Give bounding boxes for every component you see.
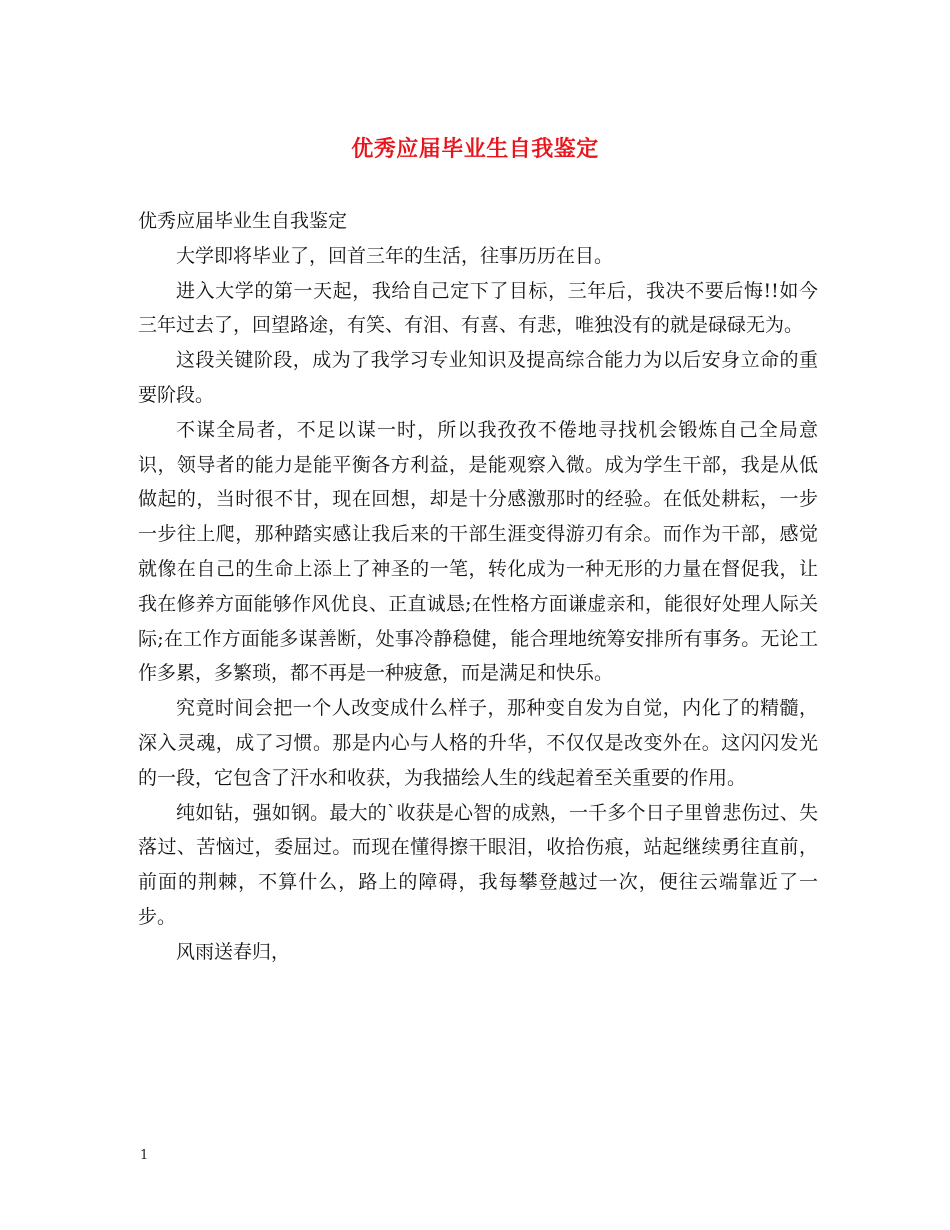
paragraph-7: 风雨送春归，: [176, 940, 291, 963]
paragraph-4: 不谋全局者，不足以谋一时，所以我孜孜不倦地寻找机会锻炼自己全局意识，领导者的能力是能平衡各方利益，是能观察入微。成为学生干部，我是从低做起的，当时很不甘，现在回想，却是十分感激那时的经验。在低处耕耘，一步一步往上爬，那种踏实感让我后来的干部生涯变得游刃有余。而作为干部，感觉就像在自己的生命上添上了神圣的一笔，转化成为一种无形的力量在督促我，让我在修养方面能够作风优良、正直诚恳;在性格方面谦虚亲和，能很好处理人际关际;在工作方面能多谋善断，处事冷静稳健，能合理地统筹安排所有事务。无论工作多累，多繁琐，都不再是一种疲惫，而是满足和快乐。: [138, 418, 818, 685]
document-body: [138, 204, 818, 970]
paragraph-1: 大学即将毕业了，回首三年的生活，往事历历在目。: [176, 244, 614, 267]
paragraph-2: 进入大学的第一天起，我给自己定下了目标，三年后，我决不要后悔!!如今三年过去了，回望路途，有笑、有泪、有喜、有悲，唯独没有的就是碌碌无为。: [138, 279, 818, 337]
paragraph-3: 这段关键阶段，成为了我学习专业知识及提高综合能力为以后安身立命的重要阶段。: [138, 349, 818, 406]
body-heading: 优秀应届毕业生自我鉴定: [138, 210, 348, 232]
document-title: 优秀应届毕业生自我鉴定: [351, 136, 599, 162]
page-number: 1: [140, 1148, 149, 1163]
paragraph-5: 究竟时间会把一个人改变成什么样子，那种变自发为自觉，内化了的精髓，深入灵魂，成了习惯。那是内心与人格的升华，不仅仅是改变外在。这闪闪发光的一段，它包含了汗水和收获，为我描绘人生的线起着至关重要的作用。: [138, 697, 818, 789]
paragraph-6: 纯如钻，强如钢。最大的`收获是心智的成熟，一千多个日子里曾悲伤过、失落过、苦恼过，委屈过。而现在懂得擦干眼泪，收拾伤痕，站起继续勇往直前，前面的荆棘，不算什么，路上的障碍，我每攀登越过一次，便往云端靠近了一步。: [138, 801, 818, 928]
